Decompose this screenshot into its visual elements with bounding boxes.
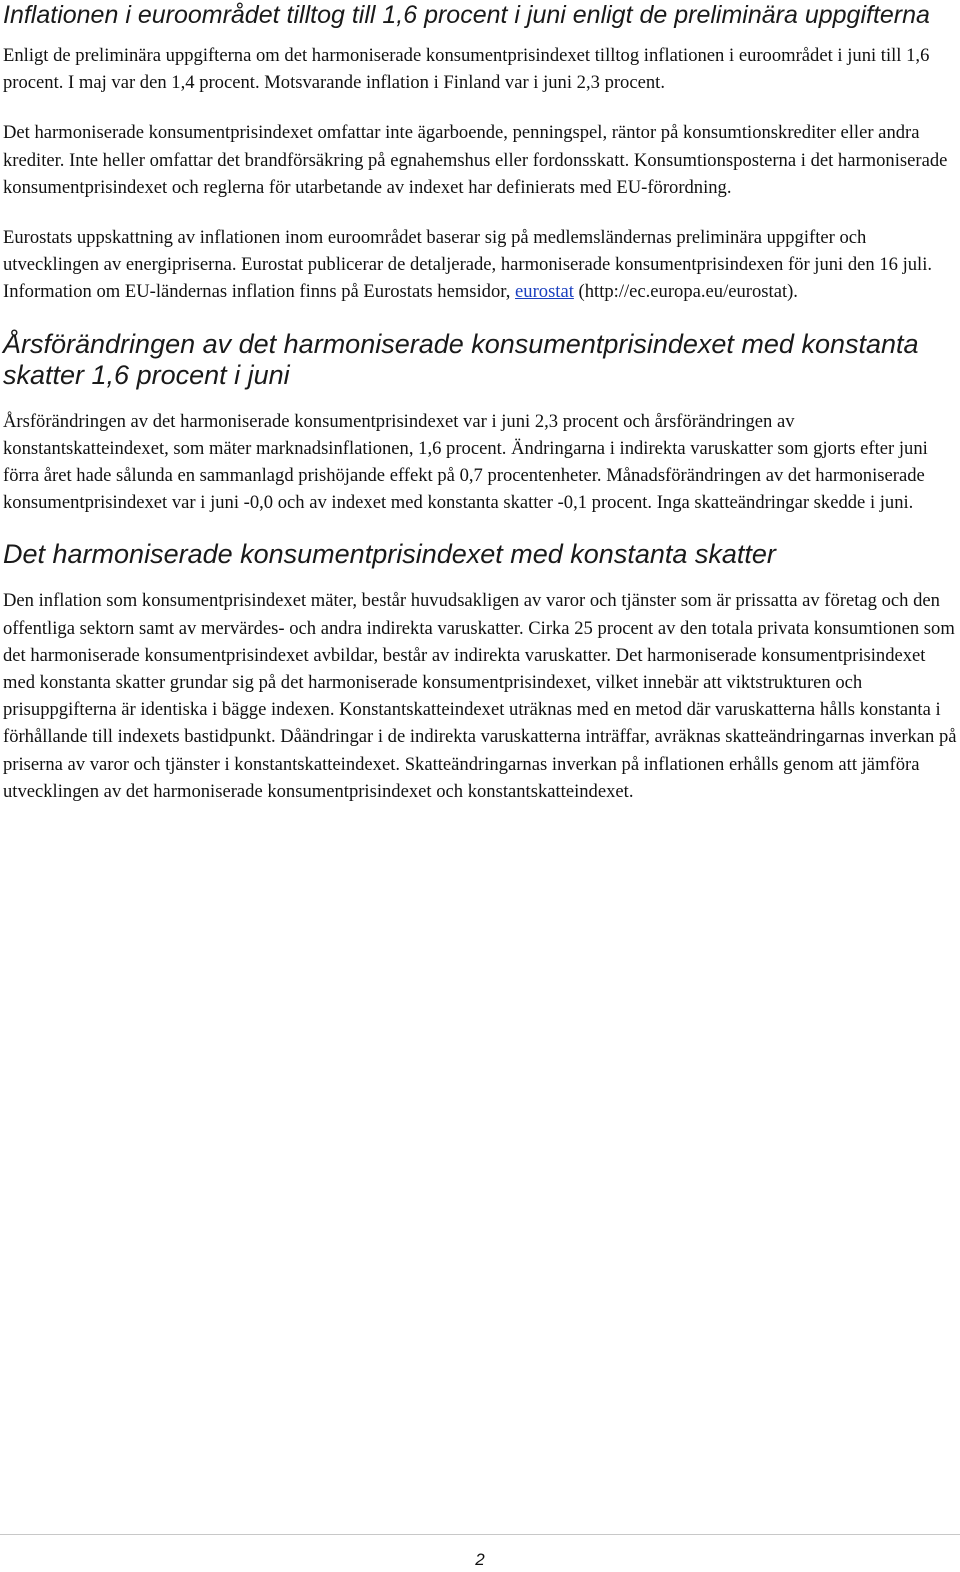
section-annual-change [3, 329, 957, 517]
document-page [3, 0, 957, 828]
paragraph [3, 224, 957, 306]
section-heading: Inflationen i euroområdet tilltog till 1,6 procent i juni enligt de preliminära uppgifterna [3, 1, 930, 29]
section-heading: Årsförändringen av det harmoniserade konsumentprisindexet med konstanta skatter 1,6 procent i juni [3, 328, 919, 390]
paragraph: Enligt de preliminära uppgifterna om det harmoniserade konsumentprisindexet tilltog inflationen i euroområdet i juni till 1,6 procent. I maj var den 1,4 procent. Motsvarande inflation i Finland var i juni 2,3 procent. [3, 45, 930, 94]
footer-divider [0, 1534, 960, 1535]
paragraph: Årsförändringen av det harmoniserade konsumentprisindexet var i juni 2,3 procent och årsförändringen av konstantskatteindexet, som mäter marknadsinflationen, 1,6 procent. Ändringarna i indirekta varuskatter som gjorts efter juni förra året hade sålunda en sammanlagd prishöjande effekt på 0,7 procentenheter. Månadsförändringen av det harmoniserade konsumentprisindexet var i juni -0,0 och av indexet med konstanta skatter -0,1 procent. Inga skatteändringar skedde i juni. [3, 410, 928, 514]
paragraph-text: (http://ec.europa.eu/eurostat). [573, 281, 798, 303]
section-heading: Det harmoniserade konsumentprisindexet med konstanta skatter [3, 539, 776, 570]
eurostat-link[interactable]: eurostat [515, 281, 574, 303]
paragraph-text: Eurostats uppskattning av inflationen inom euroområdet baserar sig på medlemsländernas preliminära uppgifter och utvecklingen av energipriserna. Eurostat publicerar de detaljerade, harmoniserade konsumentprisindexen för juni den 16 juli. Information om EU-ländernas inflation finns på Eurostats hemsidor, [3, 227, 933, 303]
paragraph: Det harmoniserade konsumentprisindexet omfattar inte ägarboende, penningspel, räntor på konsumtionskrediter eller andra krediter. Inte heller omfattar det brandförsäkring på egnahemshus eller fordonsskatt. Konsumtionsposterna i det harmoniserade konsumentprisindexet och reglerna för utarbetande av indexet har definierats med EU-förordning. [3, 122, 948, 198]
paragraph: Den inflation som konsumentprisindexet mäter, består huvudsakligen av varor och tjänster som är prissatta av företag och den offentliga sektorn samt av mervärdes- och andra indirekta varuskatter. Cirka 25 procent av den totala privata konsumtionen som det harmoniserade konsumentprisindexet avbildar, består av indirekta varuskatter. Det harmoniserade konsumentprisindexet med konstanta skatter grundar sig på det harmoniserade konsumentprisindexet, vilket innebär att viktstrukturen och prisuppgifterna är identiska i bägge indexen. Konstantskatteindexet uträknas med en metod där varuskatterna hålls konstanta i förhållande till indexets bastidpunkt. Dåändringar i de indirekta varuskatterna inträffar, avräknas skatteändringarnas inverkan på priserna av varor och tjänster i konstantskatteindexet. Skatteändringarnas inverkan på inflationen erhålls genom att jämföra utvecklingen av det harmoniserade konsumentprisindexet och konstantskatteindexet. [3, 590, 957, 802]
section-constant-tax-index [3, 539, 957, 805]
section-inflation-preliminary [3, 0, 957, 306]
page-number: 2 [475, 1550, 485, 1569]
